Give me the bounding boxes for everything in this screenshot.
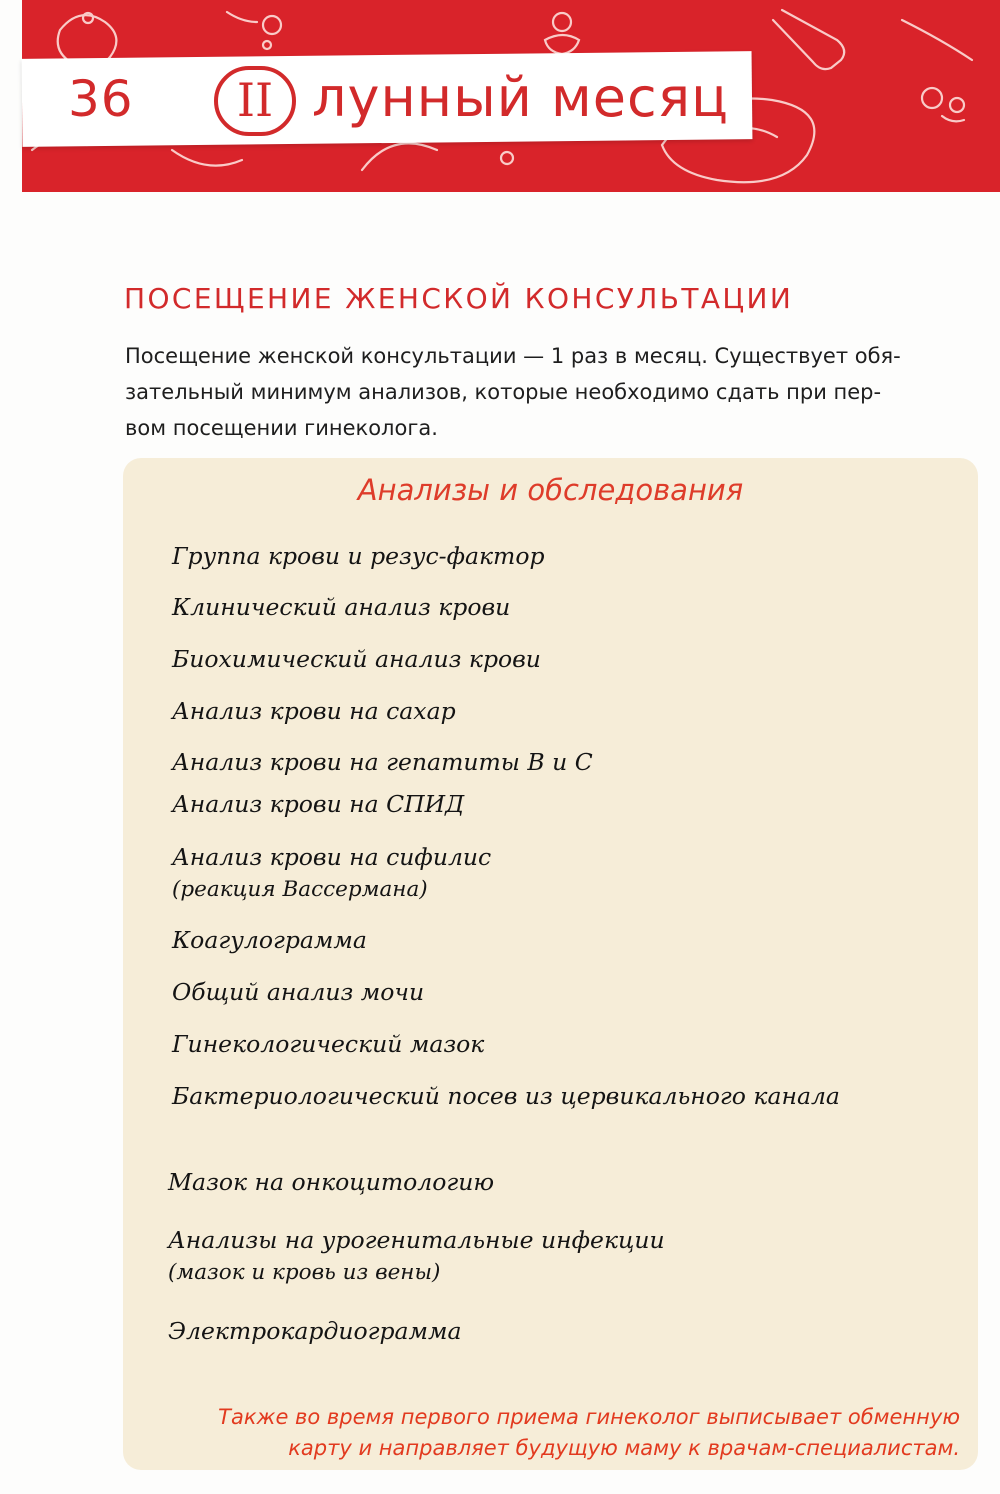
test-item-label: Группа крови и резус-фактор — [172, 542, 545, 570]
test-item — [168, 1317, 462, 1345]
test-item — [172, 748, 593, 776]
test-item-label: Анализы на урогенитальные инфекции — [168, 1226, 665, 1254]
test-item-note: (мазок и кровь из вены) — [168, 1260, 441, 1285]
test-item — [172, 926, 367, 954]
test-item-label: Гинекологический мазок — [172, 1030, 485, 1058]
footer-note-line: карту и направляет будущую маму к врачам-специалистам. — [288, 1436, 960, 1460]
intro-paragraph — [125, 338, 980, 446]
intro-line: зательный минимум анализов, которые необходимо сдать при пер- — [125, 380, 882, 404]
intro-line: Посещение женской консультации — 1 раз в месяц. Существует обя- — [125, 344, 901, 368]
test-item-label: Клинический анализ крови — [172, 593, 511, 621]
test-item-label: Электрокардиограмма — [168, 1317, 462, 1345]
intro-line: вом посещении гинеколога. — [125, 416, 438, 440]
month-title: лунный месяц — [312, 66, 729, 129]
test-item-label: Анализ крови на СПИД — [172, 790, 465, 818]
footer-note-line: Также во время первого приема гинеколог выписывает обменную — [218, 1405, 960, 1429]
test-item-note: (реакция Вассермана) — [172, 877, 428, 902]
test-item-label: Анализ крови на сифилис — [172, 843, 492, 871]
month-numeral-badge: II — [214, 66, 296, 136]
test-item-label: Общий анализ мочи — [172, 978, 425, 1006]
tests-box-title: Анализы и обследования — [357, 473, 744, 507]
test-item — [172, 645, 541, 673]
section-heading: ПОСЕЩЕНИЕ ЖЕНСКОЙ КОНСУЛЬТАЦИИ — [124, 282, 794, 315]
test-item — [168, 1168, 494, 1196]
test-item — [172, 593, 510, 621]
test-item-label: Бактериологический посев из цервикального канала — [172, 1082, 840, 1110]
test-item — [172, 1030, 484, 1058]
test-item-label: Анализ крови на сахар — [172, 697, 456, 725]
test-item — [172, 542, 545, 570]
test-item — [168, 1226, 665, 1285]
test-item — [172, 697, 456, 725]
test-item — [172, 978, 424, 1006]
test-item-label: Мазок на онкоцитологию — [168, 1168, 495, 1196]
test-item-label: Анализ крови на гепатиты В и С — [172, 748, 593, 776]
page-number: 36 — [68, 70, 134, 128]
footer-note — [150, 1402, 960, 1464]
test-item — [172, 1082, 840, 1110]
test-item — [172, 790, 464, 818]
test-item-label: Коагулограмма — [172, 926, 367, 954]
test-item-label: Биохимический анализ крови — [172, 645, 541, 673]
test-item — [172, 843, 491, 902]
